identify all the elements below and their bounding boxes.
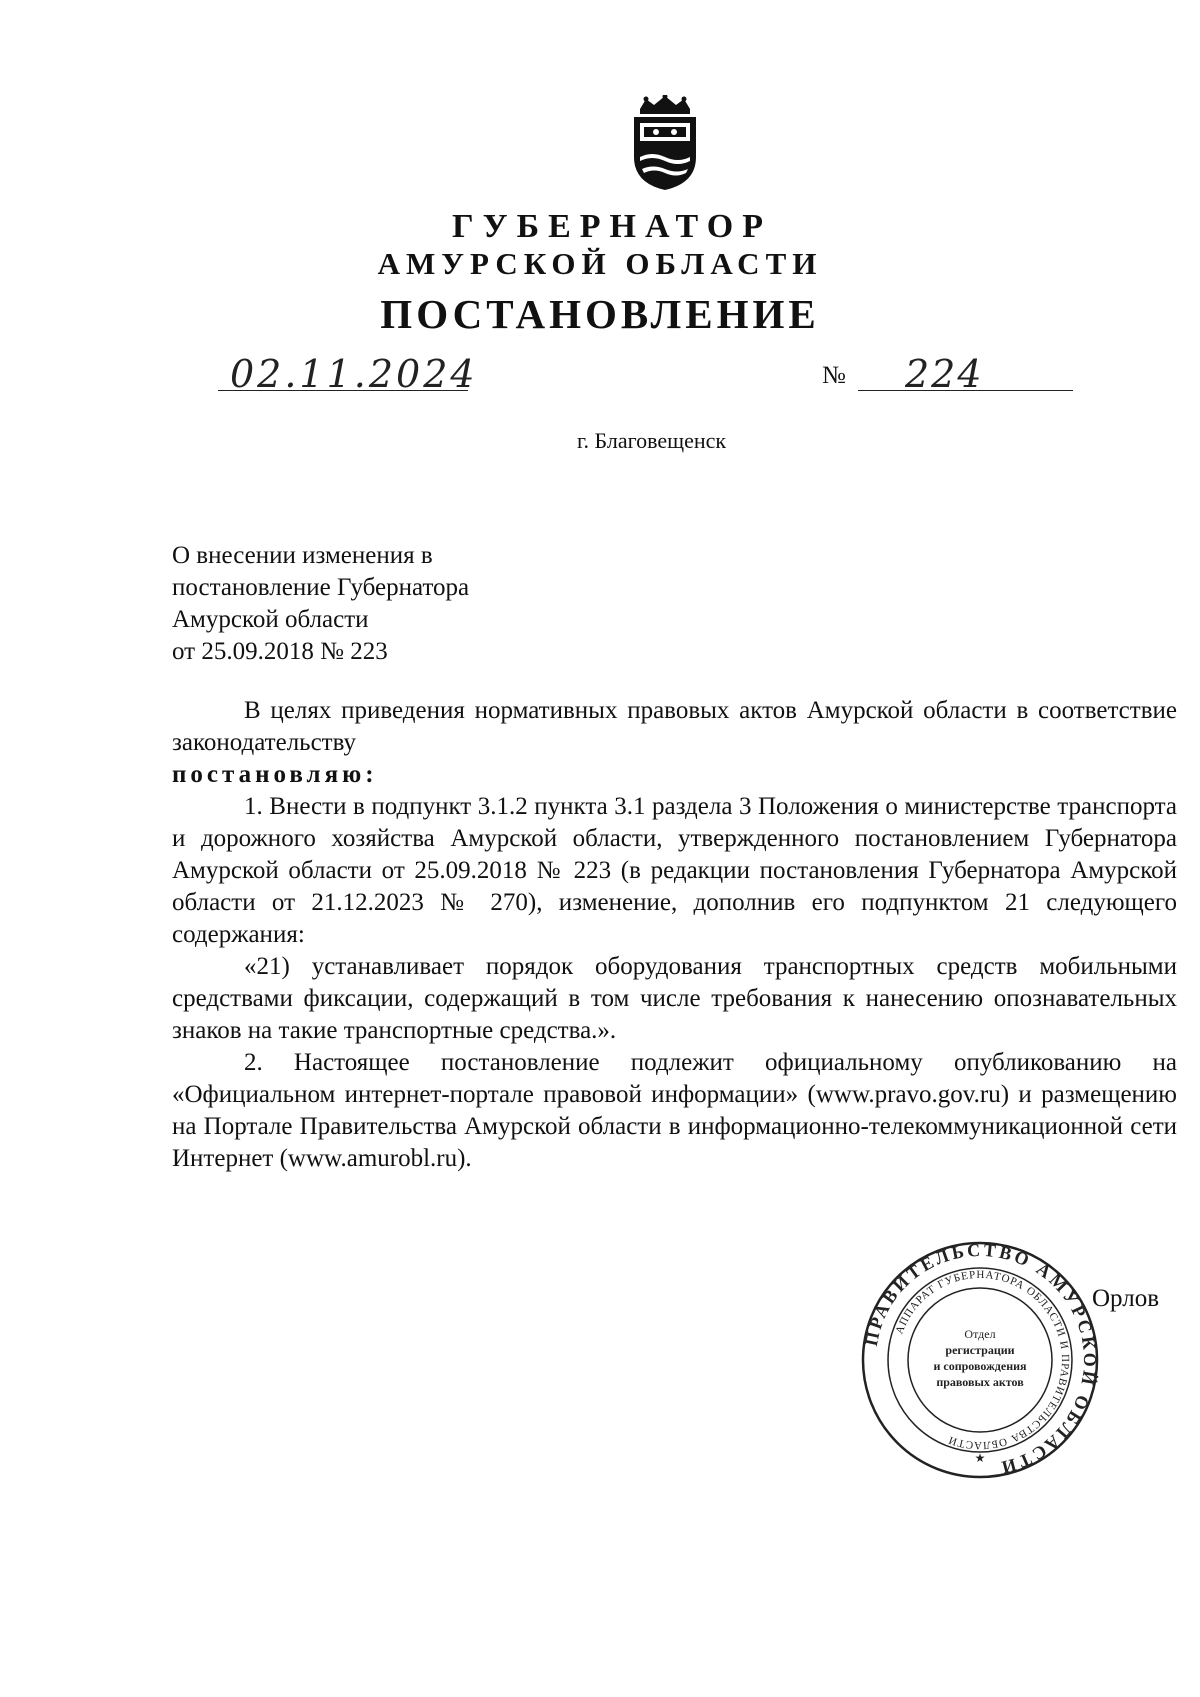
coat-of-arms-icon: [626, 95, 704, 191]
official-stamp-seal: [860, 1240, 1100, 1480]
decree-word: постановляю:: [172, 761, 378, 788]
stamp-center-line: регистрации: [945, 1343, 1015, 1357]
stamp-outer-text: ПРАВИТЕЛЬСТВО АМУРСКОЙ ОБЛАСТИ: [860, 1240, 1100, 1479]
authority-title: ГУБЕРНАТОР: [452, 208, 772, 245]
item-1-paragraph: 1. Внести в подпункт 3.1.2 пункта 3.1 раздела 3 Положения о министерстве транспорта и дорожного хозяйства Амурской области, утвержденного постановлением Губернатора Амурской области от 25.09.2018 № 223 (в редакции постановления Губернатора Амурской области от 21.12.2023 № 270), изменение, дополнив его подпунктом 21 следующего содержания:: [172, 793, 1177, 948]
document-body: [172, 695, 1177, 1175]
quoted-subitem-paragraph: «21) устанавливает порядок оборудования транспортных средств мобильными средствами фиксации, содержащий в том числе требования к нанесению опознавательных знаков на такие транспортные средства.».: [172, 953, 1177, 1044]
number-underline: [858, 390, 1073, 391]
document-number: 224: [905, 352, 984, 396]
document-date: 02.11.2024: [230, 352, 478, 396]
item-2-paragraph: 2. Настоящее постановление подлежит официальному опубликованию на «Официальном интернет-портале правовой информации» (www.pravo.gov.ru) и размещению на Портале Правительства Амурской области в информационно-телекоммуникационной сети Интернет (www.amurobl.ru).: [172, 1049, 1177, 1172]
city-name: г. Благовещенск: [577, 428, 727, 453]
subject-line: О внесении изменения в: [172, 542, 433, 569]
document-type-title: ПОСТАНОВЛЕНИЕ: [380, 291, 820, 337]
subject-line: Амурской области: [172, 606, 369, 633]
stamp-center-line: Отдел: [964, 1327, 996, 1341]
region-title: АМУРСКОЙ ОБЛАСТИ: [377, 246, 823, 281]
stamp-center-line: правовых актов: [936, 1375, 1024, 1389]
stamp-star-icon: ★: [974, 1451, 986, 1465]
signatory-name: Орлов: [1092, 1285, 1160, 1312]
stamp-inner-text: АППАРАТ ГУБЕРНАТОРА ОБЛАСТИ И ПРАВИТЕЛЬСТВА ОБЛАСТИ: [893, 1268, 1072, 1452]
preamble-paragraph: В целях приведения нормативных правовых актов Амурской области в соответствие законодательству: [172, 697, 1177, 756]
number-sign: №: [822, 362, 846, 389]
stamp-center-line: и сопровождения: [933, 1359, 1027, 1373]
document-subject: [172, 540, 469, 668]
subject-line: от 25.09.2018 № 223: [172, 638, 388, 665]
subject-line: постановление Губернатора: [172, 574, 470, 601]
date-underline: [218, 390, 468, 391]
